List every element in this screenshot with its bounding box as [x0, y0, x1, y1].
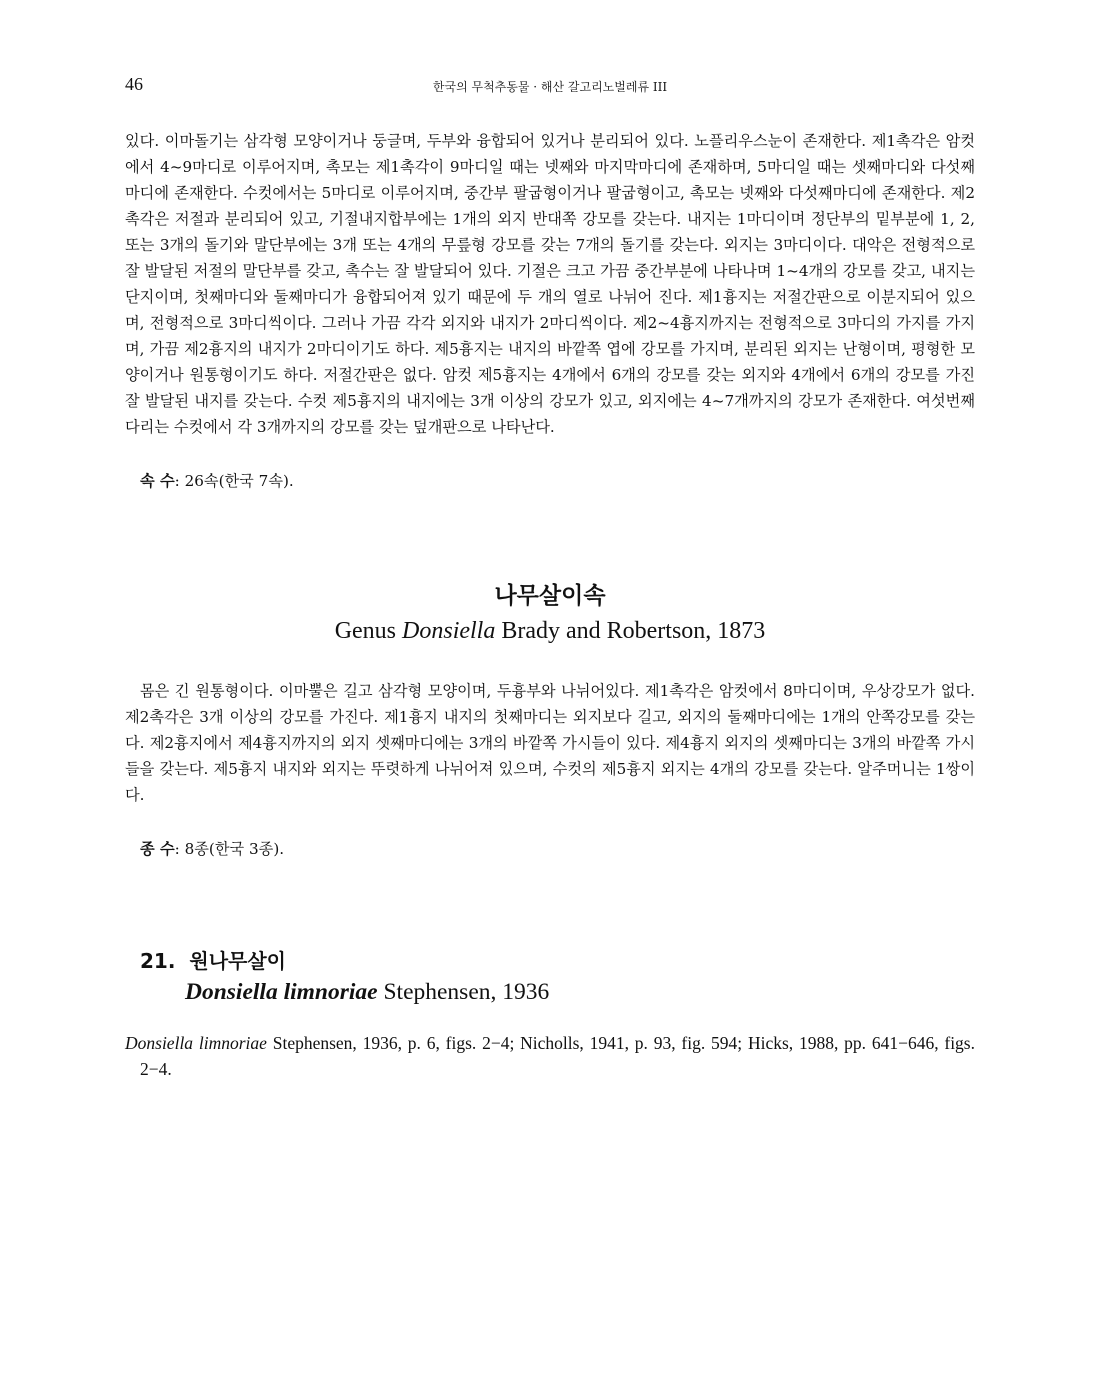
reference-species-name: Donsiella limnoriae: [125, 1033, 267, 1053]
species-latin-heading: [140, 976, 975, 1008]
spacer: [125, 808, 975, 836]
genus-korean-name: 나무살이속: [494, 583, 606, 609]
page-header: [125, 74, 975, 98]
species-korean-name: 원나무살이: [189, 949, 286, 973]
genus-latin-prefix: Genus: [334, 618, 403, 644]
species-reference: [125, 1030, 975, 1082]
genus-latin-authority: Brady and Robertson, 1873: [495, 618, 766, 644]
species-count-label: 종 수: [140, 840, 175, 858]
species-latin-authority: Stephensen, 1936: [377, 979, 550, 1005]
genus-count-label: 속 수: [140, 472, 175, 490]
genus-count-line: [125, 468, 975, 494]
genus-latin-genus: Donsiella: [402, 618, 496, 644]
species-count-line: [125, 836, 975, 862]
page-number: 46: [125, 74, 143, 94]
species-heading: [125, 946, 975, 1008]
spacer: [125, 440, 975, 468]
genus-latin-name: [125, 614, 975, 648]
genus-count-value: : 26속(한국 7속).: [174, 472, 294, 490]
species-latin-name: Donsiella limnoriae: [185, 979, 378, 1005]
page-content: [125, 128, 975, 1100]
genus-heading: [125, 578, 975, 648]
species-number: 21.: [140, 949, 176, 973]
species-korean-heading: [140, 946, 975, 976]
spacer: [125, 648, 975, 678]
running-head: 한국의 무척추동물 · 해산 갈고리노벌레류 III: [432, 80, 668, 94]
family-description-paragraph: 있다. 이마돌기는 삼각형 모양이거나 둥글며, 두부와 융합되어 있거나 분리되어 있다. 노플리우스눈이 존재한다. 제1촉각은 암컷에서 4~9마디로 이루어지며, 촉모는 제1촉각이 9마디일 때는 넷째와 마지막마디에 존재하며, 5마디일 때는 셋째마디와 다섯째마디에 존재한다. 수컷에서는 5마디로 이루어지며, 중간부 팔굽형이거나 팔굽형이고, 촉모는 넷째와 다섯째마디에 존재한다. 제2촉각은 저절과 분리되어 있고, 기절내지합부에는 1개의 외지 반대쪽 강모를 갖는다. 내지는 1마디이며 정단부의 밑부분에 1, 2, 또는 3개의 돌기와 말단부에는 3개 또는 4개의 무릎형 강모를 갖는 7개의 돌기를 갖는다. 외지는 3마디이다. 대악은 전형적으로 잘 발달된 저절의 말단부를 갖고, 촉수는 잘 발달되어 있다. 기절은 크고 가끔 중간부분에 나타나며 1~4개의 강모를 갖고, 내지는 단지이며, 첫째마디와 둘째마디가 융합되어져 있기 때문에 두 개의 열로 나뉘어 진다. 제1흉지는 저절간판으로 이분지되어 있으며, 전형적으로 3마디씩이다. 그러나 가끔 각각 외지와 내지가 2마디씩이다. 제2~4흉지까지는 전형적으로 3마디의 가지를 가지며, 가끔 제2흉지의 내지가 2마디이기도 하다. 제5흉지는 내지의 바깥쪽 엽에 강모를 가지며, 분리된 외지는 난형이며, 평형한 모양이거나 원통형이기도 하다. 저절간판은 없다. 암컷 제5흉지는 4개에서 6개의 강모를 갖는 외지와 4개에서 6개의 강모를 가진 잘 발달된 내지를 갖는다. 수컷 제5흉지의 내지에는 3개 이상의 강모가 있고, 외지에는 4~7개까지의 강모가 존재한다. 여섯번째다리는 수컷에서 각 3개까지의 강모를 갖는 덮개판으로 나타난다.: [125, 132, 975, 436]
species-count-value: : 8종(한국 3종).: [174, 840, 285, 858]
genus-description-paragraph: 몸은 긴 원통형이다. 이마뿔은 길고 삼각형 모양이며, 두흉부와 나뉘어있다. 제1촉각은 암컷에서 8마디이며, 우상강모가 없다. 제2촉각은 3개 이상의 강모를 가진다. 제1흉지 내지의 첫째마디는 외지보다 길고, 외지의 둘째마디에는 1개의 안쪽강모를 갖는다. 제2흉지에서 제4흉지까지의 외지 셋째마디에는 3개의 바깥쪽 가시들이 있다. 제4흉지 외지의 셋째마디는 3개의 바깥쪽 가시들을 갖는다. 제5흉지 내지와 외지는 뚜렷하게 나뉘어져 있으며, 수컷의 제5흉지 외지는 4개의 강모를 갖는다. 알주머니는 1쌍이다.: [125, 682, 975, 804]
reference-citations: Stephensen, 1936, p. 6, figs. 2−4; Nicholls, 1941, p. 93, fig. 594; Hicks, 1988, pp. 641−646, figs. 2−4.: [140, 1033, 975, 1079]
